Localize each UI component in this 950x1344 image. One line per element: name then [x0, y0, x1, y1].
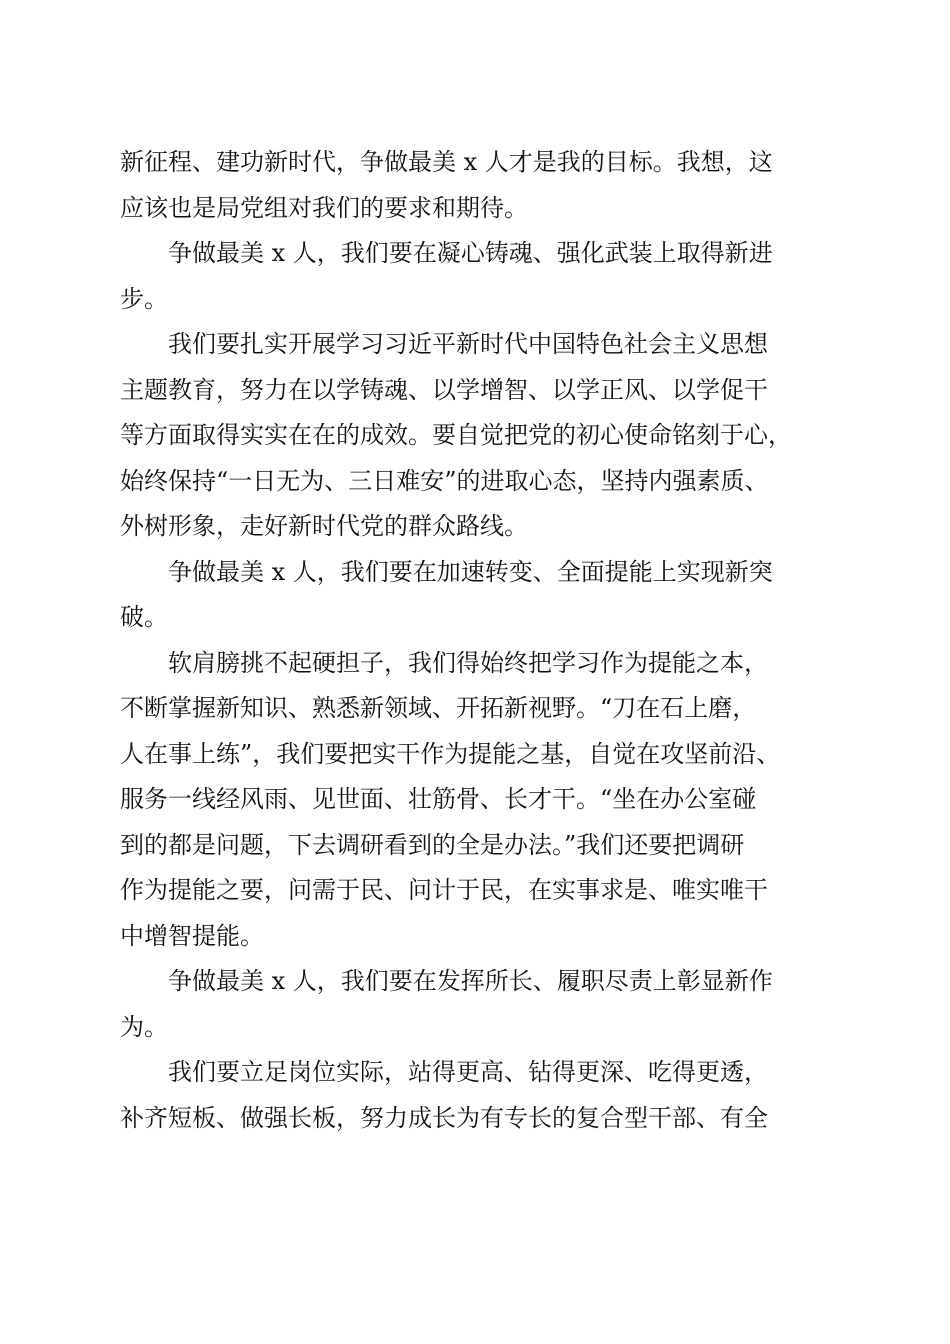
text-line: 争做最美 x 人，我们要在加速转变、全面提能上实现新突 [168, 557, 773, 586]
text-line: 到的都是问题，下去调研看到的全是办法。”我们还要把调研 [120, 830, 745, 859]
text-line: 为。 [120, 1012, 168, 1041]
text-line: 步。 [120, 284, 168, 313]
text-line: 争做最美 x 人，我们要在凝心铸魂、强化武装上取得新进 [168, 239, 773, 267]
text-line: 补齐短板、做强长板，努力成长为有专长的复合型干部、有全 [120, 1103, 768, 1132]
text-line: 始终保持“一日无为、三日难安”的进取心态，坚持内强素质、 [120, 466, 769, 495]
text-line: 作为提能之要，问需于民、问计于民，在实事求是、唯实唯干 [120, 876, 768, 904]
document-body [120, 140, 840, 1141]
text-line: 服务一线经风雨、见世面、壮筋骨、长才干。“坐在办公室碰 [120, 785, 757, 813]
text-line: 我们要立足岗位实际，站得更高、钻得更深、吃得更透， [168, 1058, 768, 1086]
text-line: 人在事上练”，我们要把实干作为提能之基，自觉在攻坚前沿、 [120, 739, 781, 768]
text-line: 主题教育，努力在以学铸魂、以学增智、以学正风、以学促干 [120, 375, 768, 404]
text-line: 软肩膀挑不起硬担子，我们得始终把学习作为提能之本， [168, 648, 768, 677]
text-line: 争做最美 x 人，我们要在发挥所长、履职尽责上彰显新作 [168, 967, 773, 995]
text-line: 破。 [120, 603, 168, 631]
text-line: 我们要扎实开展学习习近平新时代中国特色社会主义思想 [168, 330, 768, 358]
text-line: 外树形象，走好新时代党的群众路线。 [120, 512, 528, 540]
text-line: 中增智提能。 [120, 921, 264, 950]
text-line: 新征程、建功新时代，争做最美 x 人才是我的目标。我想，这 [120, 148, 773, 176]
text-line: 应该也是局党组对我们的要求和期待。 [120, 193, 528, 222]
text-line: 不断掌握新知识、熟悉新领域、开拓新视野。“刀在石上磨， [120, 694, 757, 722]
text-line: 等方面取得实实在在的成效。要自觉把党的初心使命铭刻于心， [120, 421, 792, 449]
